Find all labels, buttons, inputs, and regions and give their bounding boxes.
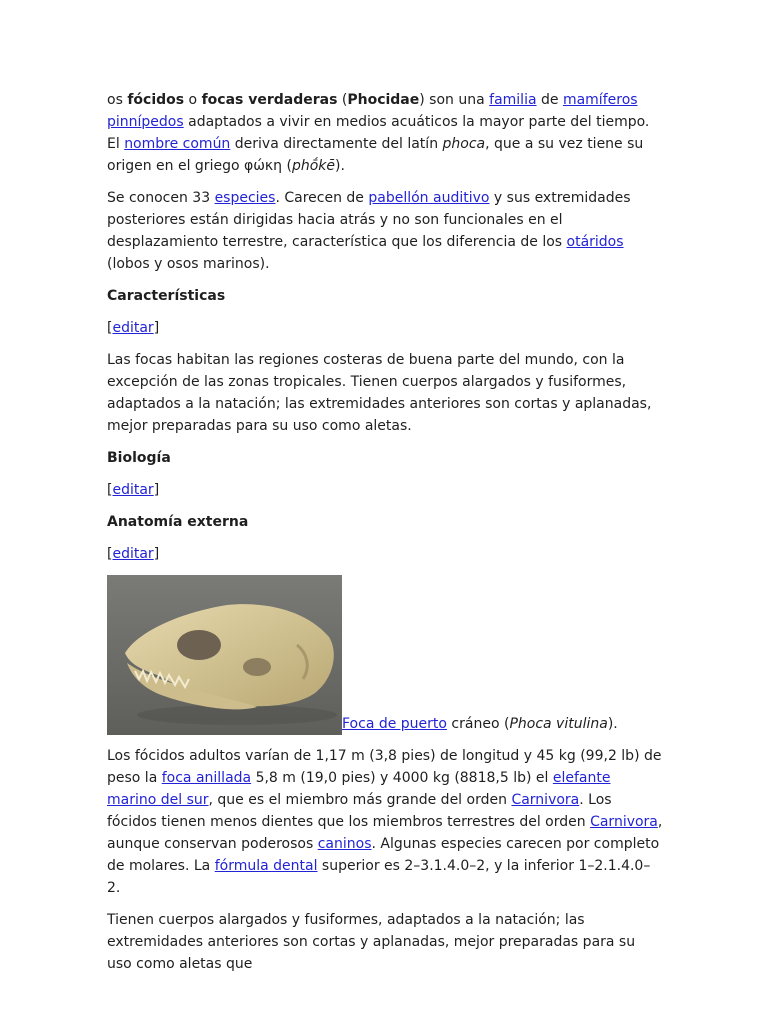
intro-text: de — [536, 92, 563, 108]
paragraph-text: 5,8 m (19,0 pies) y 4000 kg (8818,5 lb) el — [251, 770, 553, 786]
heading-anatomia-externa: Anatomía externa — [107, 514, 249, 530]
skull-illustration — [107, 575, 342, 735]
edit-section-anatomia — [107, 543, 663, 565]
paragraph-text: Los fócidos adultos varían de 1,17 m (3,8 pies) de longitud y 45 kg (99,2 lb) de peso la — [107, 748, 662, 786]
article-body — [107, 89, 663, 985]
term-focidos: fócidos — [127, 92, 185, 108]
link-carnivora[interactable]: Carnivora — [511, 792, 580, 808]
body-paragraph: Tienen cuerpos alargados y fusiformes, adaptados a la natación; las extremidades anteriores son cortas y aplanadas, mejor preparadas para su uso como aletas que — [107, 912, 636, 972]
bracket-open: [ — [107, 482, 113, 498]
link-familia[interactable]: familia — [489, 92, 537, 108]
habitat-paragraph: Las focas habitan las regiones costeras de buena parte del mundo, con la excepción de las zonas tropicales. Tienen cuerpos alargados y fusiformes, adaptados a la natación; las extremidades anteriores son cortas y aplanadas, mejor preparadas para su uso como aletas. — [107, 352, 652, 434]
paragraph-text: . Los fócidos tienen menos dientes que los miembros terrestres del orden — [107, 792, 612, 830]
paragraph-text: , aunque conservan poderosos — [107, 814, 663, 852]
paragraph-text: superior es 2–3.1.4.0–2, y la inferior 1–2.1.4.0–2. — [107, 858, 651, 896]
intro-text: o — [184, 92, 202, 108]
link-foca-anillada[interactable]: foca anillada — [161, 770, 252, 786]
term-phocidae: Phocidae — [347, 92, 420, 108]
paragraph-text: . Algunas especies carecen por completo de molares. La — [107, 836, 660, 874]
link-caninos[interactable]: caninos — [317, 836, 372, 852]
paragraph-text: (lobos y osos marinos). — [107, 256, 270, 272]
bracket-close: ] — [153, 320, 160, 336]
heading-biologia: Biología — [107, 450, 171, 466]
link-pinnipedos[interactable]: pinnípedos — [107, 114, 184, 130]
caption-species: Phoca vitulina — [509, 716, 608, 732]
intro-text: deriva directamente del latín — [230, 136, 443, 152]
seal-skull-image[interactable] — [107, 575, 342, 735]
link-mamiferos[interactable]: mamíferos — [562, 92, 638, 108]
edit-link[interactable]: editar — [112, 482, 154, 498]
link-otaridos[interactable]: otáridos — [566, 234, 624, 250]
term-phoke: phṓkē — [291, 158, 336, 174]
edit-link[interactable]: editar — [112, 320, 154, 336]
link-elefante-marino-del-sur[interactable]: elefante marino del sur — [107, 770, 611, 808]
term-phoca: phoca — [442, 136, 486, 152]
intro-text: os — [107, 92, 128, 108]
edit-link[interactable]: editar — [112, 546, 154, 562]
link-carnivora[interactable]: Carnivora — [590, 814, 658, 830]
bracket-open: [ — [107, 546, 113, 562]
link-nombre-comun[interactable]: nombre común — [124, 136, 231, 152]
link-pabellon-auditivo[interactable]: pabellón auditivo — [368, 190, 490, 206]
link-especies[interactable]: especies — [214, 190, 276, 206]
heading-caracteristicas: Características — [107, 288, 226, 304]
link-formula-dental[interactable]: fórmula dental — [214, 858, 318, 874]
intro-text: adaptados a vivir en medios acuáticos la mayor parte del tiempo. El — [107, 114, 650, 152]
bracket-close: ] — [153, 482, 160, 498]
intro-text: ). — [335, 158, 345, 174]
intro-text: ( — [337, 92, 348, 108]
size-paragraph — [107, 745, 663, 899]
bracket-close: ] — [153, 546, 160, 562]
paragraph-text: , que es el miembro más grande del orden — [208, 792, 512, 808]
paragraph-text: Se conocen 33 — [107, 190, 215, 206]
caption-text: cráneo ( — [446, 716, 510, 732]
paragraph-text: y sus extremidades posteriores están dirigidas hacia atrás y no son funcionales en el desplazamiento terrestre, característica que los diferencia de los — [107, 190, 631, 250]
bracket-open: [ — [107, 320, 113, 336]
edit-section-biologia — [107, 479, 663, 501]
intro-text: ) son una — [419, 92, 490, 108]
species-paragraph — [107, 187, 663, 275]
caption-text: ). — [607, 716, 618, 732]
intro-paragraph — [107, 89, 663, 177]
link-foca-de-puerto[interactable]: Foca de puerto — [342, 716, 447, 732]
figure-with-caption — [107, 575, 663, 735]
edit-section-caracteristicas — [107, 317, 663, 339]
intro-text: , que a su vez tiene su origen en el griego φώκη ( — [107, 136, 644, 174]
term-focas-verdaderas: focas verdaderas — [201, 92, 338, 108]
paragraph-text: . Carecen de — [275, 190, 369, 206]
